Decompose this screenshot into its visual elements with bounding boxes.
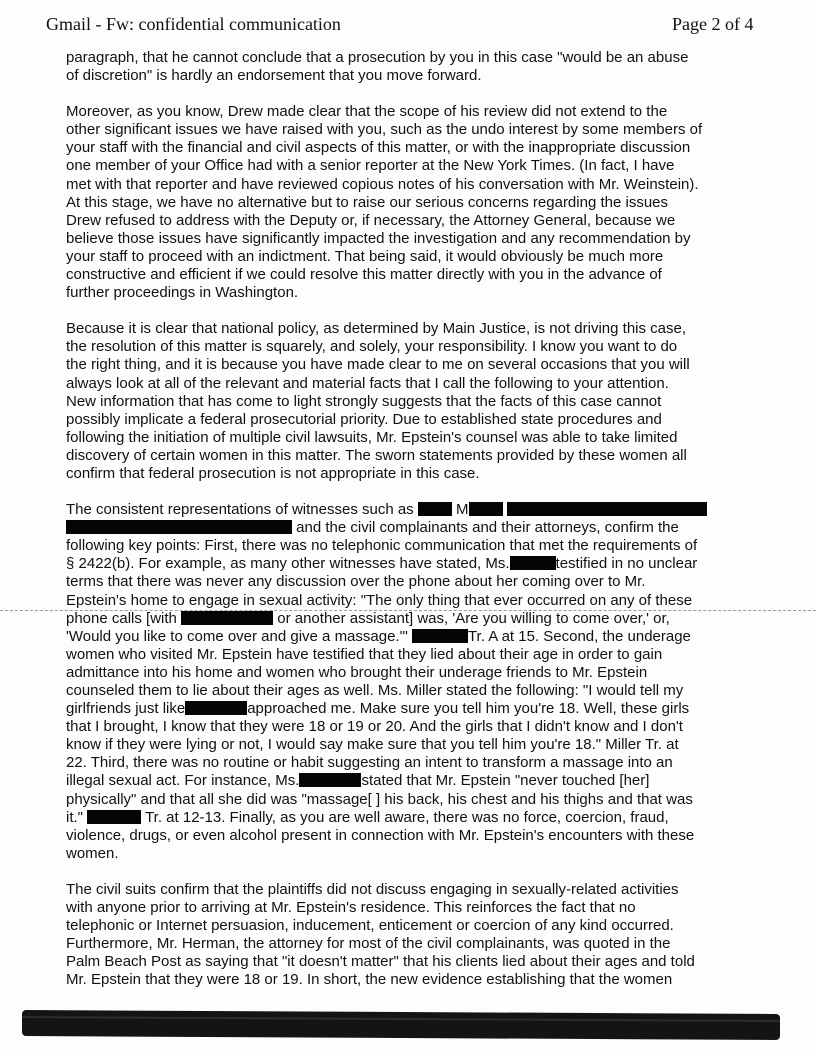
text-line [66,791,750,809]
text-line [66,338,750,356]
text-line [66,754,750,772]
redaction-bar [418,502,452,516]
text-segment: stated that Mr. Epstein "never touched [her] [361,772,650,790]
text-segment: M [451,501,469,519]
text-segment: of discretion" is hardly an endorsement that you move forward. [66,67,482,85]
text-segment: paragraph, that he cannot conclude that a prosecution by you in this case "would be an abuse [66,49,689,66]
text-segment: telephonic or Internet persuasion, inducement, enticement or coercion of any kind occurred. [66,917,674,935]
text-line [66,845,750,863]
text-line [66,411,750,429]
text-segment: your staff with the financial and civil aspects of this matter, or with the inappropriate discussion [66,139,691,157]
text-line [66,266,750,284]
text-line [66,212,750,230]
text-segment: terms that there was never any discussion over the phone about her coming over to Mr. [66,573,646,591]
text-line [66,356,750,374]
text-segment: Moreover, as you know, Drew made clear that the scope of his review did not extend to the [66,103,668,121]
paragraph-2 [66,103,750,302]
text-line [66,628,750,646]
redaction-bar [507,502,707,516]
text-segment: discovery of certain women in this matter. The sworn statements provided by these women all [66,446,687,464]
text-segment: illegal sexual act. For instance, Ms. [66,772,300,790]
text-segment: the right thing, and it is because you have made clear to me on several occasions that you will [66,356,690,374]
letter-body [66,49,750,1008]
text-segment: The consistent representations of witnesses such as [66,501,418,519]
text-segment: that I brought, I know that they were 18 or 19 or 20. And the girls that I didn't know and I don't [66,718,683,736]
text-segment: Palm Beach Post as saying that "it doesn't matter" that his clients lied about their ages and told [66,953,695,971]
text-segment: 'Would you like to come over and give a massage.'" [66,627,412,645]
text-segment: Mr. Epstein that they were 18 or 19. In short, the new evidence establishing that the women [66,971,673,989]
redaction-bar [87,810,141,824]
text-line [66,139,750,157]
text-segment: and the civil complainants and their attorneys, confirm the [292,519,679,537]
text-line [66,718,750,736]
text-line [66,971,750,989]
text-line [66,230,750,248]
text-line [66,827,750,845]
text-line [66,935,750,953]
text-segment: know if they were lying or not, I would say make sure that you tell him you're 18." Miller Tr. at [66,736,679,754]
text-segment: Drew refused to address with the Deputy or, if necessary, the Attorney General, because we [66,211,676,229]
paragraph-1 [66,49,750,85]
page-number: Page 2 of 4 [672,14,754,34]
text-segment: testified in no unclear [555,555,698,573]
text-segment: counseled them to lie about their ages as well. Ms. Miller stated the following: "I would tell my [66,682,684,699]
text-line [66,157,750,175]
text-line [66,67,750,85]
paragraph-4 [66,501,750,863]
text-line [66,664,750,682]
text-segment: always look at all of the relevant and material facts that I call the following to your attention. [66,374,669,392]
text-line [66,953,750,971]
paragraph-3 [66,320,750,483]
text-segment: the resolution of this matter is squarely, and solely, your responsibility. I know you want to do [66,338,678,356]
text-segment: At this stage, we have no alternative but to raise our serious concerns regarding the issues [66,193,668,211]
text-line [66,501,750,519]
text-segment: believe those issues have significantly impacted the investigation and any recommendation by [66,229,691,247]
text-line [66,700,750,718]
text-segment: Tr. A at 15. Second, the underage [467,627,691,645]
text-line [66,447,750,465]
text-segment: New information that has come to light strongly suggests that the facts of this case cannot [66,392,662,410]
text-line [66,772,750,790]
redaction-bar [181,611,273,625]
text-segment: constructive and efficient if we could resolve this matter directly with you in the advance of [66,266,662,284]
text-segment: Tr. at 12-13. Finally, as you are well aware, there was no force, coercion, fraud, [141,808,669,826]
text-segment: Epstein's home to engage in sexual activity: "The only thing that ever occurred on any of these [66,591,693,609]
text-segment: 22. Third, there was no routine or habit suggesting an intent to transform a massage into an [66,754,673,772]
text-line [66,736,750,754]
text-line [66,375,750,393]
text-segment: violence, drugs, or even alcohol present in connection with Mr. Epstein's encounters with these [66,826,695,844]
text-line [66,393,750,411]
text-line [66,899,750,917]
text-segment: girlfriends just like [66,700,186,718]
text-line [66,284,750,302]
text-segment: physically" and that all she did was "massage[ ] his back, his chest and his thighs and that was [66,790,693,808]
text-line [66,555,750,573]
text-segment: it." [66,808,88,826]
text-line [66,881,750,899]
text-segment: § 2422(b). For example, as many other witnesses have stated, Ms. [66,555,510,573]
paragraph-5 [66,881,750,990]
text-segment: The civil suits confirm that the plaintiffs did not discuss engaging in sexually-related activities [66,880,679,898]
text-line [66,592,750,610]
redaction-bar [412,629,468,643]
redaction-bar [469,502,503,516]
text-segment: women. [66,844,119,862]
text-line [66,537,750,555]
text-segment: confirm that federal prosecution is not appropriate in this case. [66,464,480,482]
text-line [66,429,750,447]
text-line [66,573,750,591]
text-segment: women who visited Mr. Epstein have testified that they lied about their age in order to gain [66,645,663,663]
text-segment: one member of your Office had with a senior reporter at the New York Times. (In fact, I have [66,157,675,175]
text-line [66,465,750,483]
text-segment: or another assistant] was, 'Are you willing to come over,' or, [273,609,670,627]
text-segment: phone calls [with [66,609,182,627]
text-segment: other significant issues we have raised with you, such as the undo interest by some members of [66,121,703,139]
text-line [66,682,750,700]
text-line [66,49,750,67]
scan-edge-artifact [22,1010,780,1040]
redaction-bar [510,556,556,570]
redaction-bar [299,773,361,787]
text-line [66,103,750,121]
text-segment: following key points: First, there was no telephonic communication that met the requirements of [66,537,698,555]
text-line [66,176,750,194]
text-line [66,917,750,935]
text-line [66,194,750,212]
text-line [66,248,750,266]
text-segment: with anyone prior to arriving at Mr. Epstein's residence. This reinforces the fact that no [66,899,636,917]
text-segment: admittance into his home and women who brought their underage friends to Mr. Epstein [66,663,648,681]
text-line [66,610,750,628]
email-subject-header: Gmail - Fw: confidential communication [46,14,341,34]
text-line [66,519,750,537]
text-segment: met with that reporter and have reviewed copious notes of his conversation with Mr. Weinstein). [66,175,699,193]
text-segment: following the initiation of multiple civil lawsuits, Mr. Epstein's counsel was able to take limited [66,428,678,446]
text-line [66,320,750,338]
redaction-bar [66,520,292,534]
text-segment: further proceedings in Washington. [66,284,299,302]
text-line [66,809,750,827]
text-line [66,121,750,139]
text-segment: Furthermore, Mr. Herman, the attorney for most of the civil complainants, was quoted in the [66,935,671,953]
text-segment: Because it is clear that national policy, as determined by Main Justice, is not driving this case, [66,320,687,338]
text-line [66,646,750,664]
text-segment: your staff to proceed with an indictment. That being said, it would obviously be much more [66,247,664,265]
text-segment: possibly implicate a federal prosecutorial priority. Due to established state procedures and [66,410,662,428]
text-segment: approached me. Make sure you tell him you're 18. Well, these girls [247,700,690,718]
redaction-bar [185,701,247,715]
